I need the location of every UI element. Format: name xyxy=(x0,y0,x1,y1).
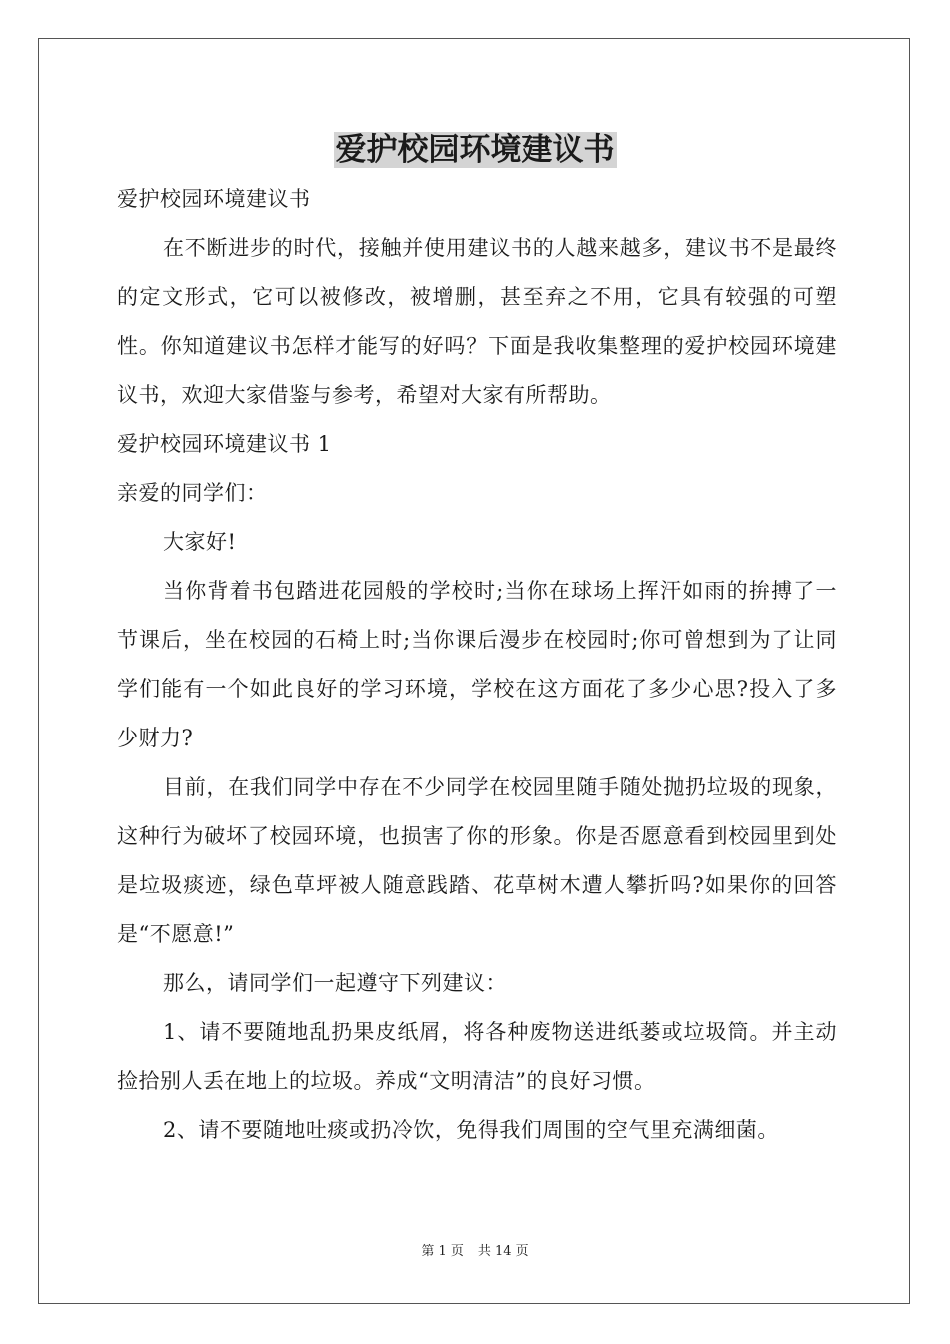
paragraph-intro: 在不断进步的时代，接触并使用建议书的人越来越多，建议书不是最终的定文形式，它可以被修改，被增删，甚至弃之不用，它具有较强的可塑性。你知道建议书怎样才能写的好吗？下面是我收集整理的爱护校园环境建议书，欢迎大家借鉴与参考，希望对大家有所帮助。 xyxy=(117,236,837,407)
list-item: 1、请不要随地乱扔果皮纸屑，将各种废物送进纸蒌或垃圾筒。并主动捡拾别人丢在地上的垃圾。养成“文明清洁”的良好习惯。 xyxy=(117,1020,837,1093)
paragraph-body: 目前，在我们同学中存在不少同学在校园里随手随处抛扔垃圾的现象，这种行为破坏了校园环境，也损害了你的形象。你是否愿意看到校园里到处是垃圾痰迹，绿色草坪被人随意践踏、花草树木遭人攀折吗?如果你的回答是“不愿意!” xyxy=(117,775,837,946)
paragraph-body: 那么，请同学们一起遵守下列建议： xyxy=(163,971,507,995)
greeting: 大家好! xyxy=(163,530,237,554)
page-number: 第 1 页 xyxy=(421,1244,464,1259)
section-heading: 爱护校园环境建议书 1 xyxy=(117,432,332,456)
document-title: 爱护校园环境建议书 xyxy=(335,132,615,168)
paragraph-heading: 爱护校园环境建议书 xyxy=(117,187,311,211)
salutation: 亲爱的同学们： xyxy=(117,481,268,505)
document-body xyxy=(117,175,837,1155)
paragraph-body: 当你背着书包踏进花园般的学校时;当你在球场上挥汗如雨的拚搏了一节课后，坐在校园的石椅上时;当你课后漫步在校园时;你可曾想到为了让同学们能有一个如此良好的学习环境，学校在这方面花了多少心思?投入了多少财力? xyxy=(117,579,837,750)
page-total: 共 14 页 xyxy=(477,1244,529,1259)
page-footer xyxy=(0,1240,950,1259)
list-item: 2、请不要随地吐痰或扔冷饮，免得我们周围的空气里充满细菌。 xyxy=(163,1118,779,1142)
